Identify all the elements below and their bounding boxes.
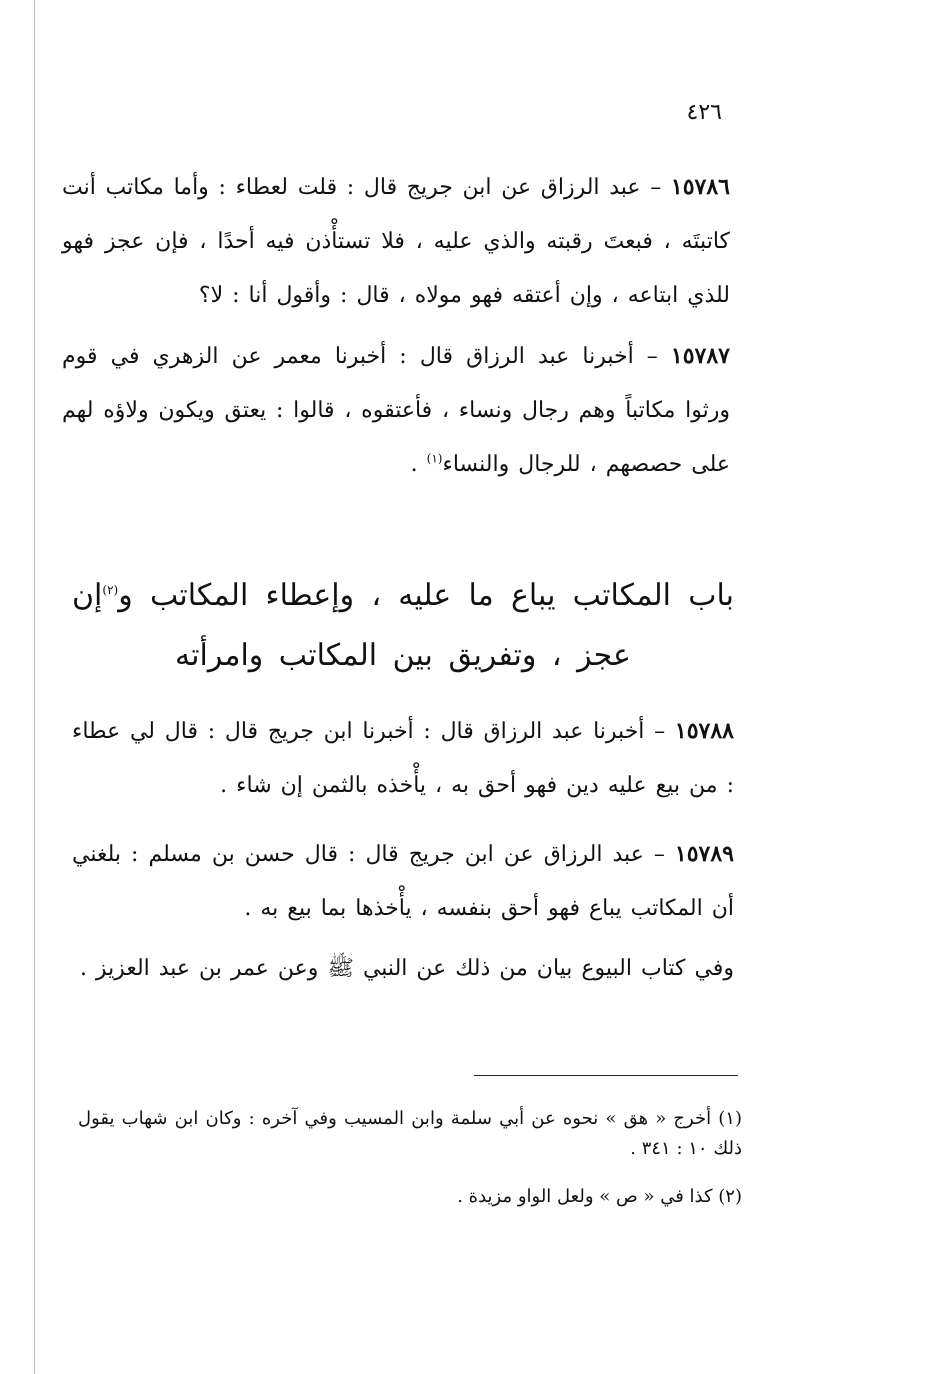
footnote-1: (١) أخرج « هق » نحوه عن أبي سلمة وابن المسيب وفي آخره : وكان ابن شهاب يقول ذلك ١٠ : ٣٤١ .: [78, 1108, 742, 1159]
paragraph-15789: [72, 827, 734, 936]
text-block-bottom: [72, 704, 734, 996]
page-number: ٤٢٦: [686, 100, 722, 125]
paragraph-cross-reference: وفي كتاب البيوع بيان من ذلك عن النبي ﷺ وعن عمر بن عبد العزيز .: [79, 956, 734, 981]
hadith-number: ١٥٧٨٦: [670, 174, 730, 200]
paragraph-tail: .: [410, 452, 427, 477]
paragraph-text: – أخبرنا عبد الرزاق قال : أخبرنا معمر عن الزهري في قوم ورثوا مكاتباً وهم رجال ونساء ، فأعتقوه ، قالوا : يعتق ويكون ولاؤه لهم على حصصهم ، للرجال والنساء: [62, 344, 730, 477]
hadith-number: ١٥٧٨٧: [670, 343, 730, 369]
footnote-separator: [474, 1075, 738, 1076]
chapter-heading-line-2: عجز ، وتفريق بين المكاتب وامرأته: [175, 638, 631, 673]
page-binding-line: [34, 0, 35, 1374]
chapter-heading-line-1: [72, 566, 734, 626]
footnote-ref-2: (٢): [102, 583, 119, 597]
paragraph-text: – أخبرنا عبد الرزاق قال : أخبرنا ابن جريج قال : قال لي عطاء : من بيع عليه دين فهو أحق به ، يأْخذه بالثمن إن شاء .: [72, 719, 734, 798]
footnote-2: (٢) كذا في « ص » ولعل الواو مزيدة .: [457, 1186, 742, 1207]
hadith-number: ١٥٧٨٨: [674, 718, 734, 744]
paragraph-text: – عبد الرزاق عن ابن جريج قال : قلت لعطاء : وأما مكاتب أنت كاتبتَه ، فبعتَ رقبته والذي عليه ، فلا تستأْذن فيه أحدًا ، فإن عجز فهو للذي ابتاعه ، وإن أعتقه فهو مولاه ، قال : وأقول أنا : لا؟: [62, 175, 730, 308]
text-block-top: [62, 160, 730, 492]
heading-text-end: إن: [72, 578, 103, 613]
paragraph-15787: [62, 329, 730, 492]
hadith-number: ١٥٧٨٩: [674, 841, 734, 867]
footnotes: [78, 1104, 742, 1212]
footnote-ref-1: (١): [426, 451, 443, 466]
paragraph-text: – عبد الرزاق عن ابن جريج قال : قال حسن بن مسلم : بلغني أن المكاتب يباع فهو أحق بنفسه ، يأْخذها بما بيع به .: [72, 842, 734, 921]
heading-text: باب المكاتب يباع ما عليه ، وإعطاء المكاتب و: [118, 578, 734, 613]
chapter-heading: [72, 566, 734, 686]
paragraph-15786: [62, 160, 730, 323]
paragraph-15788: [72, 704, 734, 813]
